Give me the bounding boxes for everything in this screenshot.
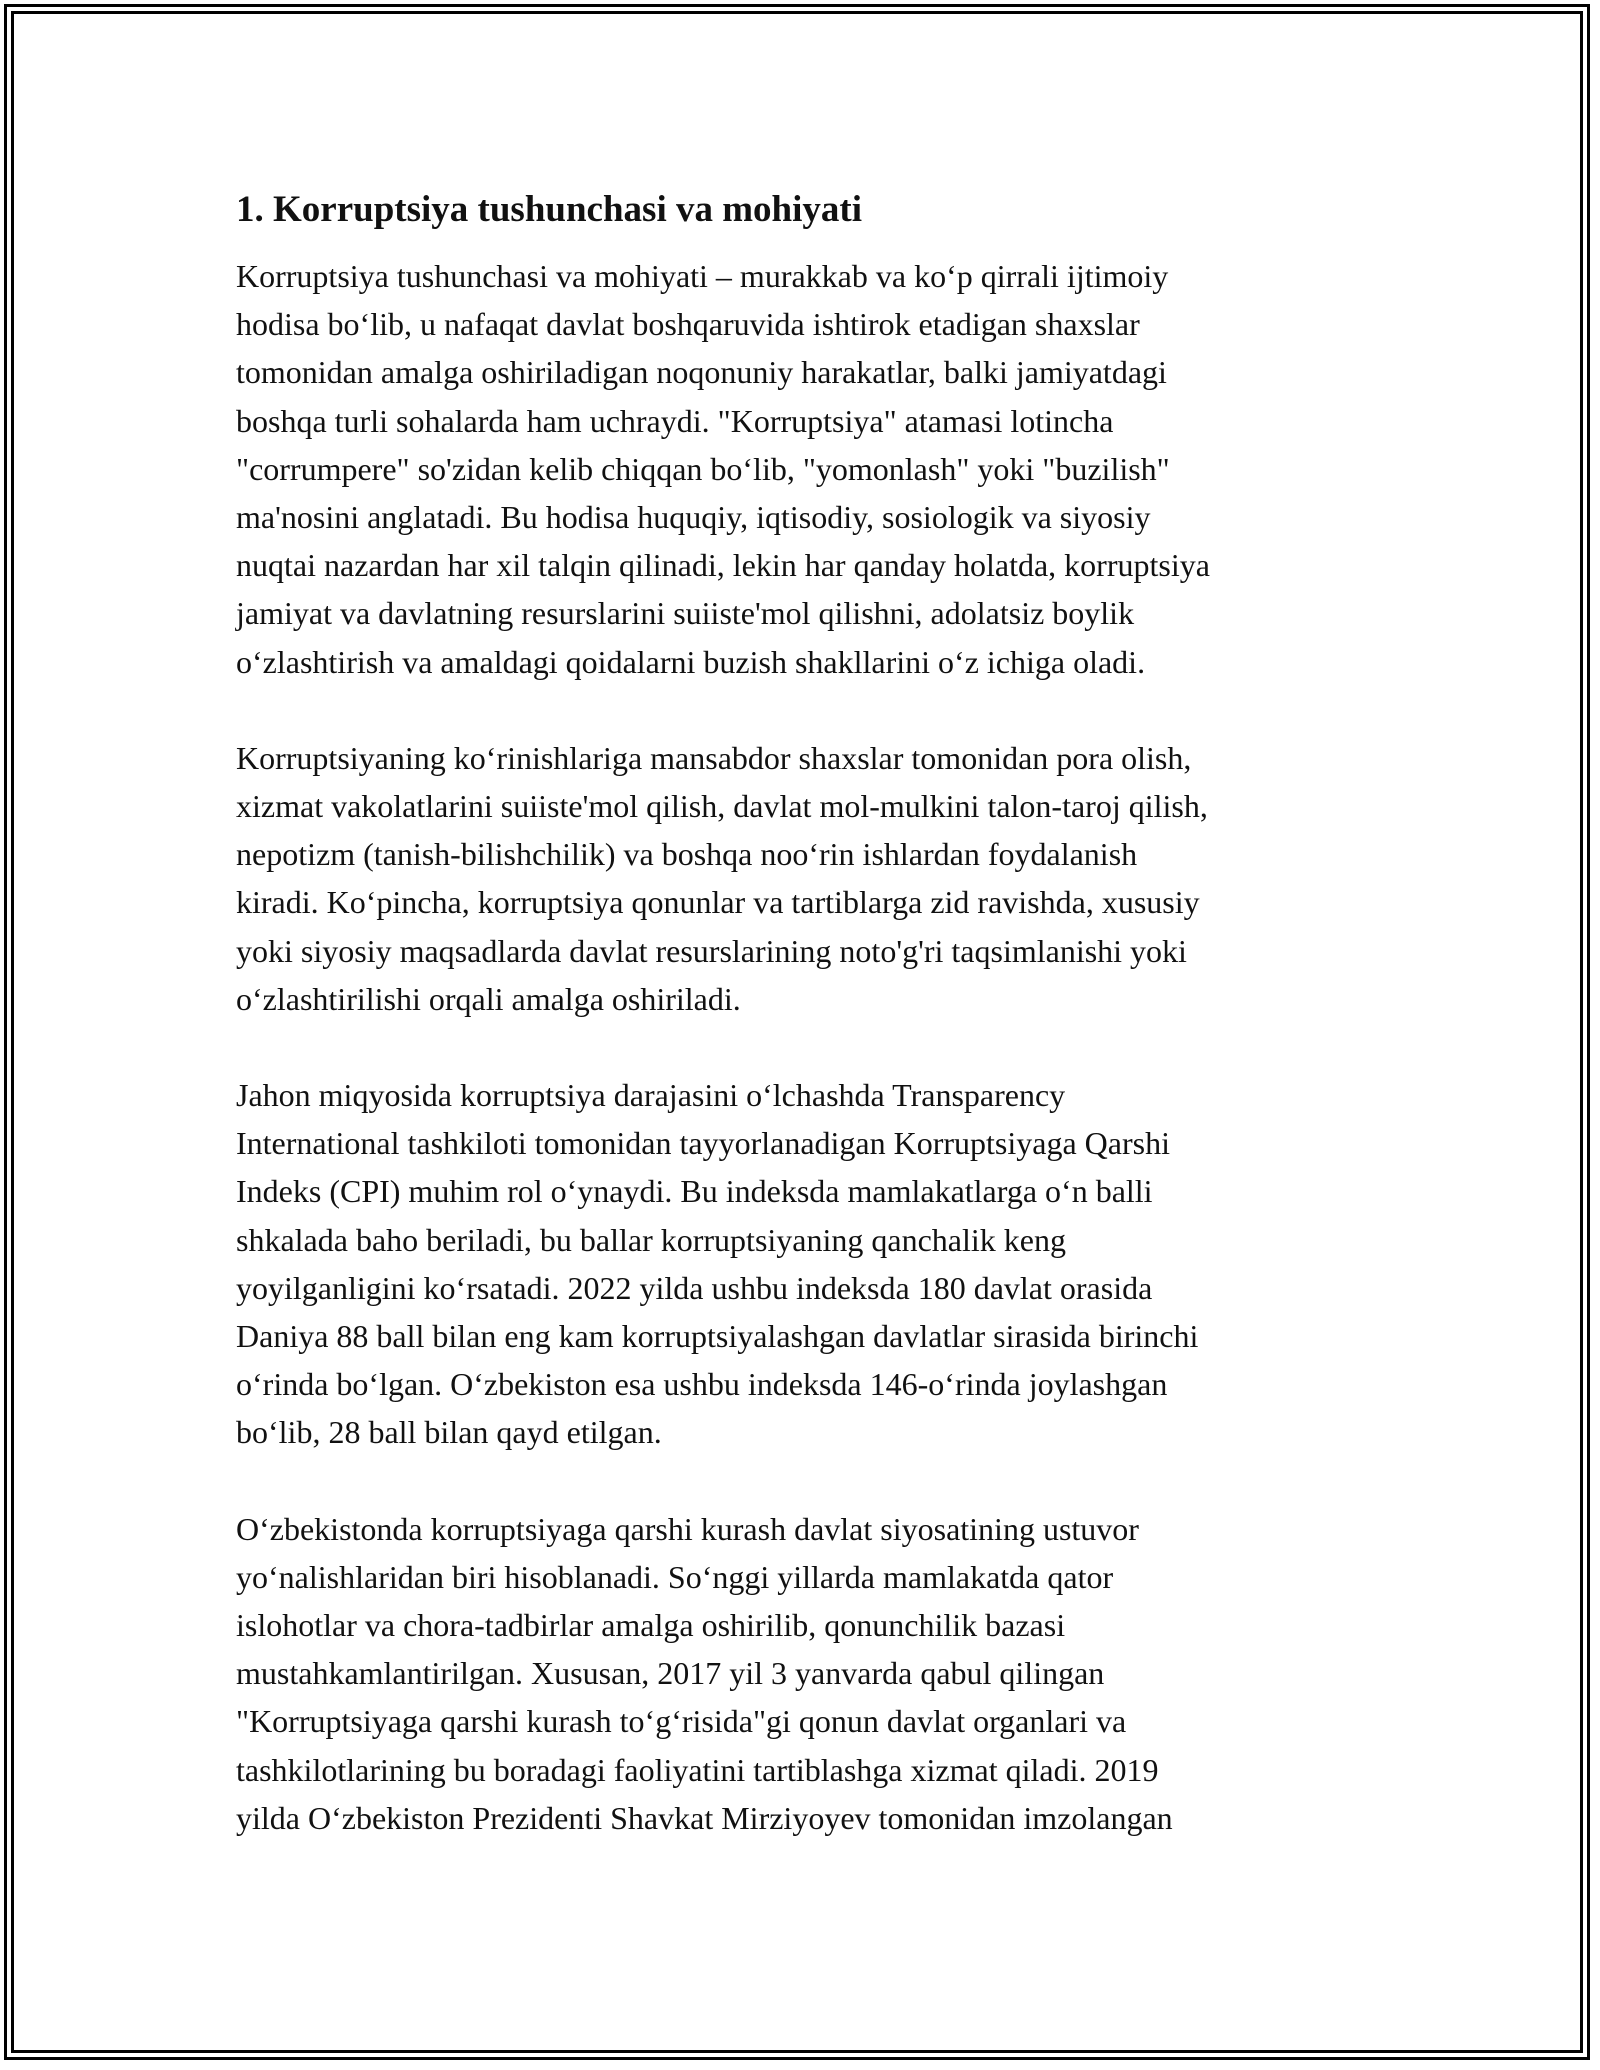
paragraph [236,1505,1366,1842]
text-line: o‘rinda bo‘lgan. O‘zbekiston esa ushbu indeksda 146-o‘rinda joylashgan [236,1366,1168,1403]
paragraph [236,1071,1366,1457]
text-line: yoki siyosiy maqsadlarda davlat resurslarining noto'g'ri taqsimlanishi yoki [236,932,1187,969]
text-line: hodisa bo‘lib, u nafaqat davlat boshqaruvida ishtirok etadigan shaxslar [236,306,1140,343]
text-line: shkalada baho beriladi, bu ballar korruptsiyaning qanchalik keng [236,1221,1066,1258]
text-line: O‘zbekistonda korruptsiyaga qarshi kurash davlat siyosatining ustuvor [236,1510,1139,1547]
text-line: boshqa turli sohalarda ham uchraydi. "Korruptsiya" atamasi lotincha [236,402,1114,439]
text-line: jamiyat va davlatning resurslarini suiiste'mol qilishni, adolatsiz boylik [236,595,1135,632]
paragraph [236,252,1366,686]
text-line: islohotlar va chora-tadbirlar amalga oshirilib, qonunchilik bazasi [236,1607,1066,1644]
text-line: nepotizm (tanish-bilishchilik) va boshqa noo‘rin ishlardan foydalanish [236,836,1138,873]
text-line: Indeks (CPI) muhim rol o‘ynaydi. Bu indeksda mamlakatlarga o‘n balli [236,1173,1153,1210]
text-line: yilda O‘zbekiston Prezidenti Shavkat Mirziyoyev tomonidan imzolangan [236,1799,1173,1836]
text-line: o‘zlashtirilishi orqali amalga oshiriladi. [236,980,741,1017]
text-line: tomonidan amalga oshiriladigan noqonuniy harakatlar, balki jamiyatdagi [236,354,1167,391]
text-line: yoyilganligini ko‘rsatadi. 2022 yilda ushbu indeksda 180 davlat orasida [236,1269,1153,1306]
text-line: bo‘lib, 28 ball bilan qayd etilgan. [236,1414,662,1451]
text-line: mustahkamlantirilgan. Xususan, 2017 yil 3 yanvarda qabul qilingan [236,1655,1105,1692]
text-line: xizmat vakolatlarini suiiste'mol qilish, davlat mol-mulkini talon-taroj qilish, [236,788,1208,825]
document-body [236,252,1366,1842]
text-line: International tashkiloti tomonidan tayyorlanadigan Korruptsiyaga Qarshi [236,1125,1170,1162]
text-line: ma'nosini anglatadi. Bu hodisa huquqiy, iqtisodiy, sosiologik va siyosiy [236,499,1151,536]
text-line: kiradi. Ko‘pincha, korruptsiya qonunlar va tartiblarga zid ravishda, xususiy [236,884,1200,921]
text-line: Jahon miqyosida korruptsiya darajasini o‘lchashda Transparency [236,1077,1066,1114]
document-page [236,186,1366,1890]
text-line: Korruptsiya tushunchasi va mohiyati – murakkab va ko‘p qirrali ijtimoiy [236,258,1169,294]
text-line: tashkilotlarining bu boradagi faoliyatini tartiblashga xizmat qiladi. 2019 [236,1751,1159,1788]
text-line: "Korruptsiyaga qarshi kurash to‘g‘risida"gi qonun davlat organlari va [236,1703,1127,1740]
text-line: nuqtai nazardan har xil talqin qilinadi, lekin har qanday holatda, korruptsiya [236,547,1210,584]
text-line: o‘zlashtirish va amaldagi qoidalarni buzish shakllarini o‘z ichiga oladi. [236,643,1146,680]
section-heading: 1. Korruptsiya tushunchasi va mohiyati [236,189,863,230]
text-line: yo‘nalishlaridan biri hisoblanadi. So‘nggi yillarda mamlakatda qator [236,1558,1114,1595]
text-line: Korruptsiyaning ko‘rinishlariga mansabdor shaxslar tomonidan pora olish, [236,739,1192,776]
text-line: Daniya 88 ball bilan eng kam korruptsiyalashgan davlatlar sirasida birinchi [236,1318,1199,1355]
paragraph [236,734,1366,1023]
text-line: "corrumpere" so'zidan kelib chiqqan bo‘lib, "yomonlash" yoki "buzilish" [236,450,1170,487]
